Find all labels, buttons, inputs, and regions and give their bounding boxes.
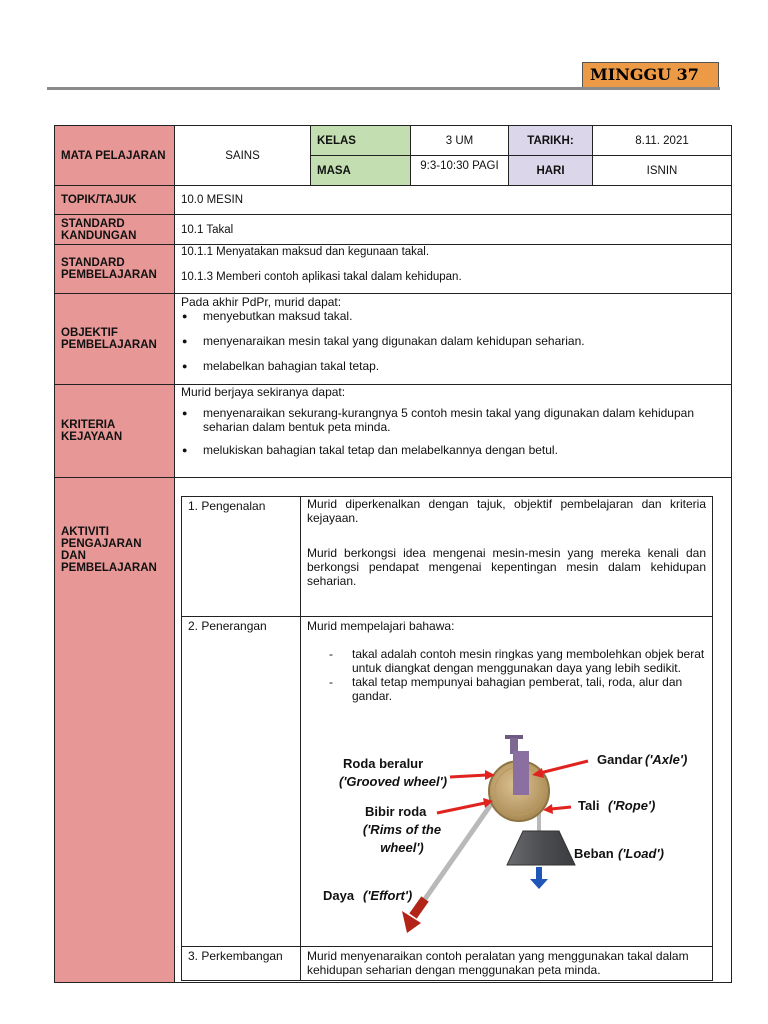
learning-standard-label: STANDARD PEMBELAJARAN: [55, 245, 175, 294]
activities-label: AKTIVITI PENGAJARAN DAN PEMBELAJARAN: [55, 478, 175, 983]
activities-content: [175, 478, 732, 983]
learning-standard-list: [175, 245, 732, 294]
header-rule: [47, 87, 720, 90]
day-label: HARI: [509, 156, 593, 186]
effort-en-label: ('Effort'): [363, 888, 413, 903]
axle-en-label: ('Axle'): [645, 752, 688, 767]
step-body: [301, 497, 713, 617]
learning-standard-item: 10.1.3 Memberi contoh aplikasi takal dalam kehidupan.: [181, 271, 462, 283]
content-standard-value: 10.1 Takal: [175, 215, 732, 245]
axle-arrow: [540, 761, 588, 773]
objective-item: ● menyebutkan maksud takal.: [181, 309, 725, 323]
load-arrow-head: [530, 879, 548, 889]
pulley-figure: [301, 735, 713, 939]
step-title: 1. Pengenalan: [182, 497, 301, 617]
class-value: 3 UM: [411, 126, 509, 156]
rim-label: Bibir roda: [365, 804, 427, 819]
load-label: Beban: [574, 846, 614, 861]
step-paragraph: Murid diperkenalkan dengan tajuk, objektif pembelajaran dan kriteria kejayaan.: [307, 497, 706, 525]
objectives-label: OBJEKTIF PEMBELAJARAN: [55, 294, 175, 385]
step-body: [301, 617, 713, 947]
step-point: - takal adalah contoh mesin ringkas yang membolehkan objek berat untuk diangkat dengan menggunakan daya yang lebih sedikit.: [327, 647, 706, 675]
step-title: 3. Perkembangan: [182, 947, 301, 981]
subject-label: MATA PELAJARAN: [55, 126, 175, 186]
lesson-plan-table: [54, 125, 732, 983]
class-label: KELAS: [311, 126, 411, 156]
step-paragraph: Murid berkongsi idea mengenai mesin-mesin yang mereka kenali dan berkongsi pendapat mengenai kepentingan mesin dalam kehidupan seharian.: [307, 546, 706, 588]
success-criteria-content: [175, 385, 732, 478]
axle-label: Gandar: [597, 752, 643, 767]
load-arrow-shaft: [536, 867, 542, 881]
step-point: - takal tetap mempunyai bahagian pemberat, tali, roda, alur dan gandar.: [327, 675, 706, 703]
effort-label: Daya: [323, 888, 355, 903]
grooved-wheel-label: Roda beralur: [343, 756, 424, 771]
time-value: 9:3-10:30 PAGI: [411, 156, 509, 186]
success-criteria-intro: Murid berjaya sekiranya dapat:: [181, 385, 346, 399]
objectives-intro: Pada akhir PdPr, murid dapat:: [181, 295, 342, 309]
step-body: Murid menyenaraikan contoh peralatan yang menggunakan takal dalam kehidupan seharian dengan menggunakan peta minda.: [301, 947, 713, 981]
success-criteria-label: KRITERIA KEJAYAAN: [55, 385, 175, 478]
content-standard-label: STANDARD KANDUNGAN: [55, 215, 175, 245]
criteria-item: ● menyenaraikan sekurang-kurangnya 5 contoh mesin takal yang digunakan dalam kehidupan seharian dalam bentuk peta minda.: [181, 406, 725, 434]
objective-item: ● menyenaraikan mesin takal yang digunakan dalam kehidupan seharian.: [181, 334, 725, 348]
load-shape: [507, 831, 575, 865]
criteria-item: ● melukiskan bahagian takal tetap dan melabelkannya dengan betul.: [181, 443, 725, 457]
topic-value: 10.0 MESIN: [175, 186, 732, 215]
subject-value: SAINS: [175, 126, 311, 186]
learning-standard-item: 10.1.1 Menyatakan maksud dan kegunaan takal.: [181, 246, 430, 258]
step-title: 2. Penerangan: [182, 617, 301, 947]
rope-arrow: [551, 807, 571, 809]
objective-item: ● melabelkan bahagian takal tetap.: [181, 359, 725, 373]
rope-label: Tali: [578, 798, 600, 813]
step-intro: Murid mempelajari bahawa:: [307, 619, 455, 633]
grooved-wheel-en-label: ('Grooved wheel'): [339, 774, 448, 789]
rim-arrow: [437, 803, 485, 813]
rim-en-label: ('Rims of the wheel'): [362, 822, 442, 855]
load-en-label: ('Load'): [618, 846, 664, 861]
time-label: MASA: [311, 156, 411, 186]
objectives-content: [175, 294, 732, 385]
day-value: ISNIN: [593, 156, 732, 186]
week-badge: MINGGU 37: [582, 62, 719, 88]
date-label: TARIKH:: [509, 126, 593, 156]
grooved-wheel-arrow: [450, 775, 487, 777]
effort-arrow-shaft: [413, 899, 425, 916]
rope-en-label: ('Rope'): [608, 798, 656, 813]
activities-table: [181, 496, 713, 981]
axle-shape: [513, 751, 529, 795]
date-value: 8.11. 2021: [593, 126, 732, 156]
topic-label: TOPIK/TAJUK: [55, 186, 175, 215]
